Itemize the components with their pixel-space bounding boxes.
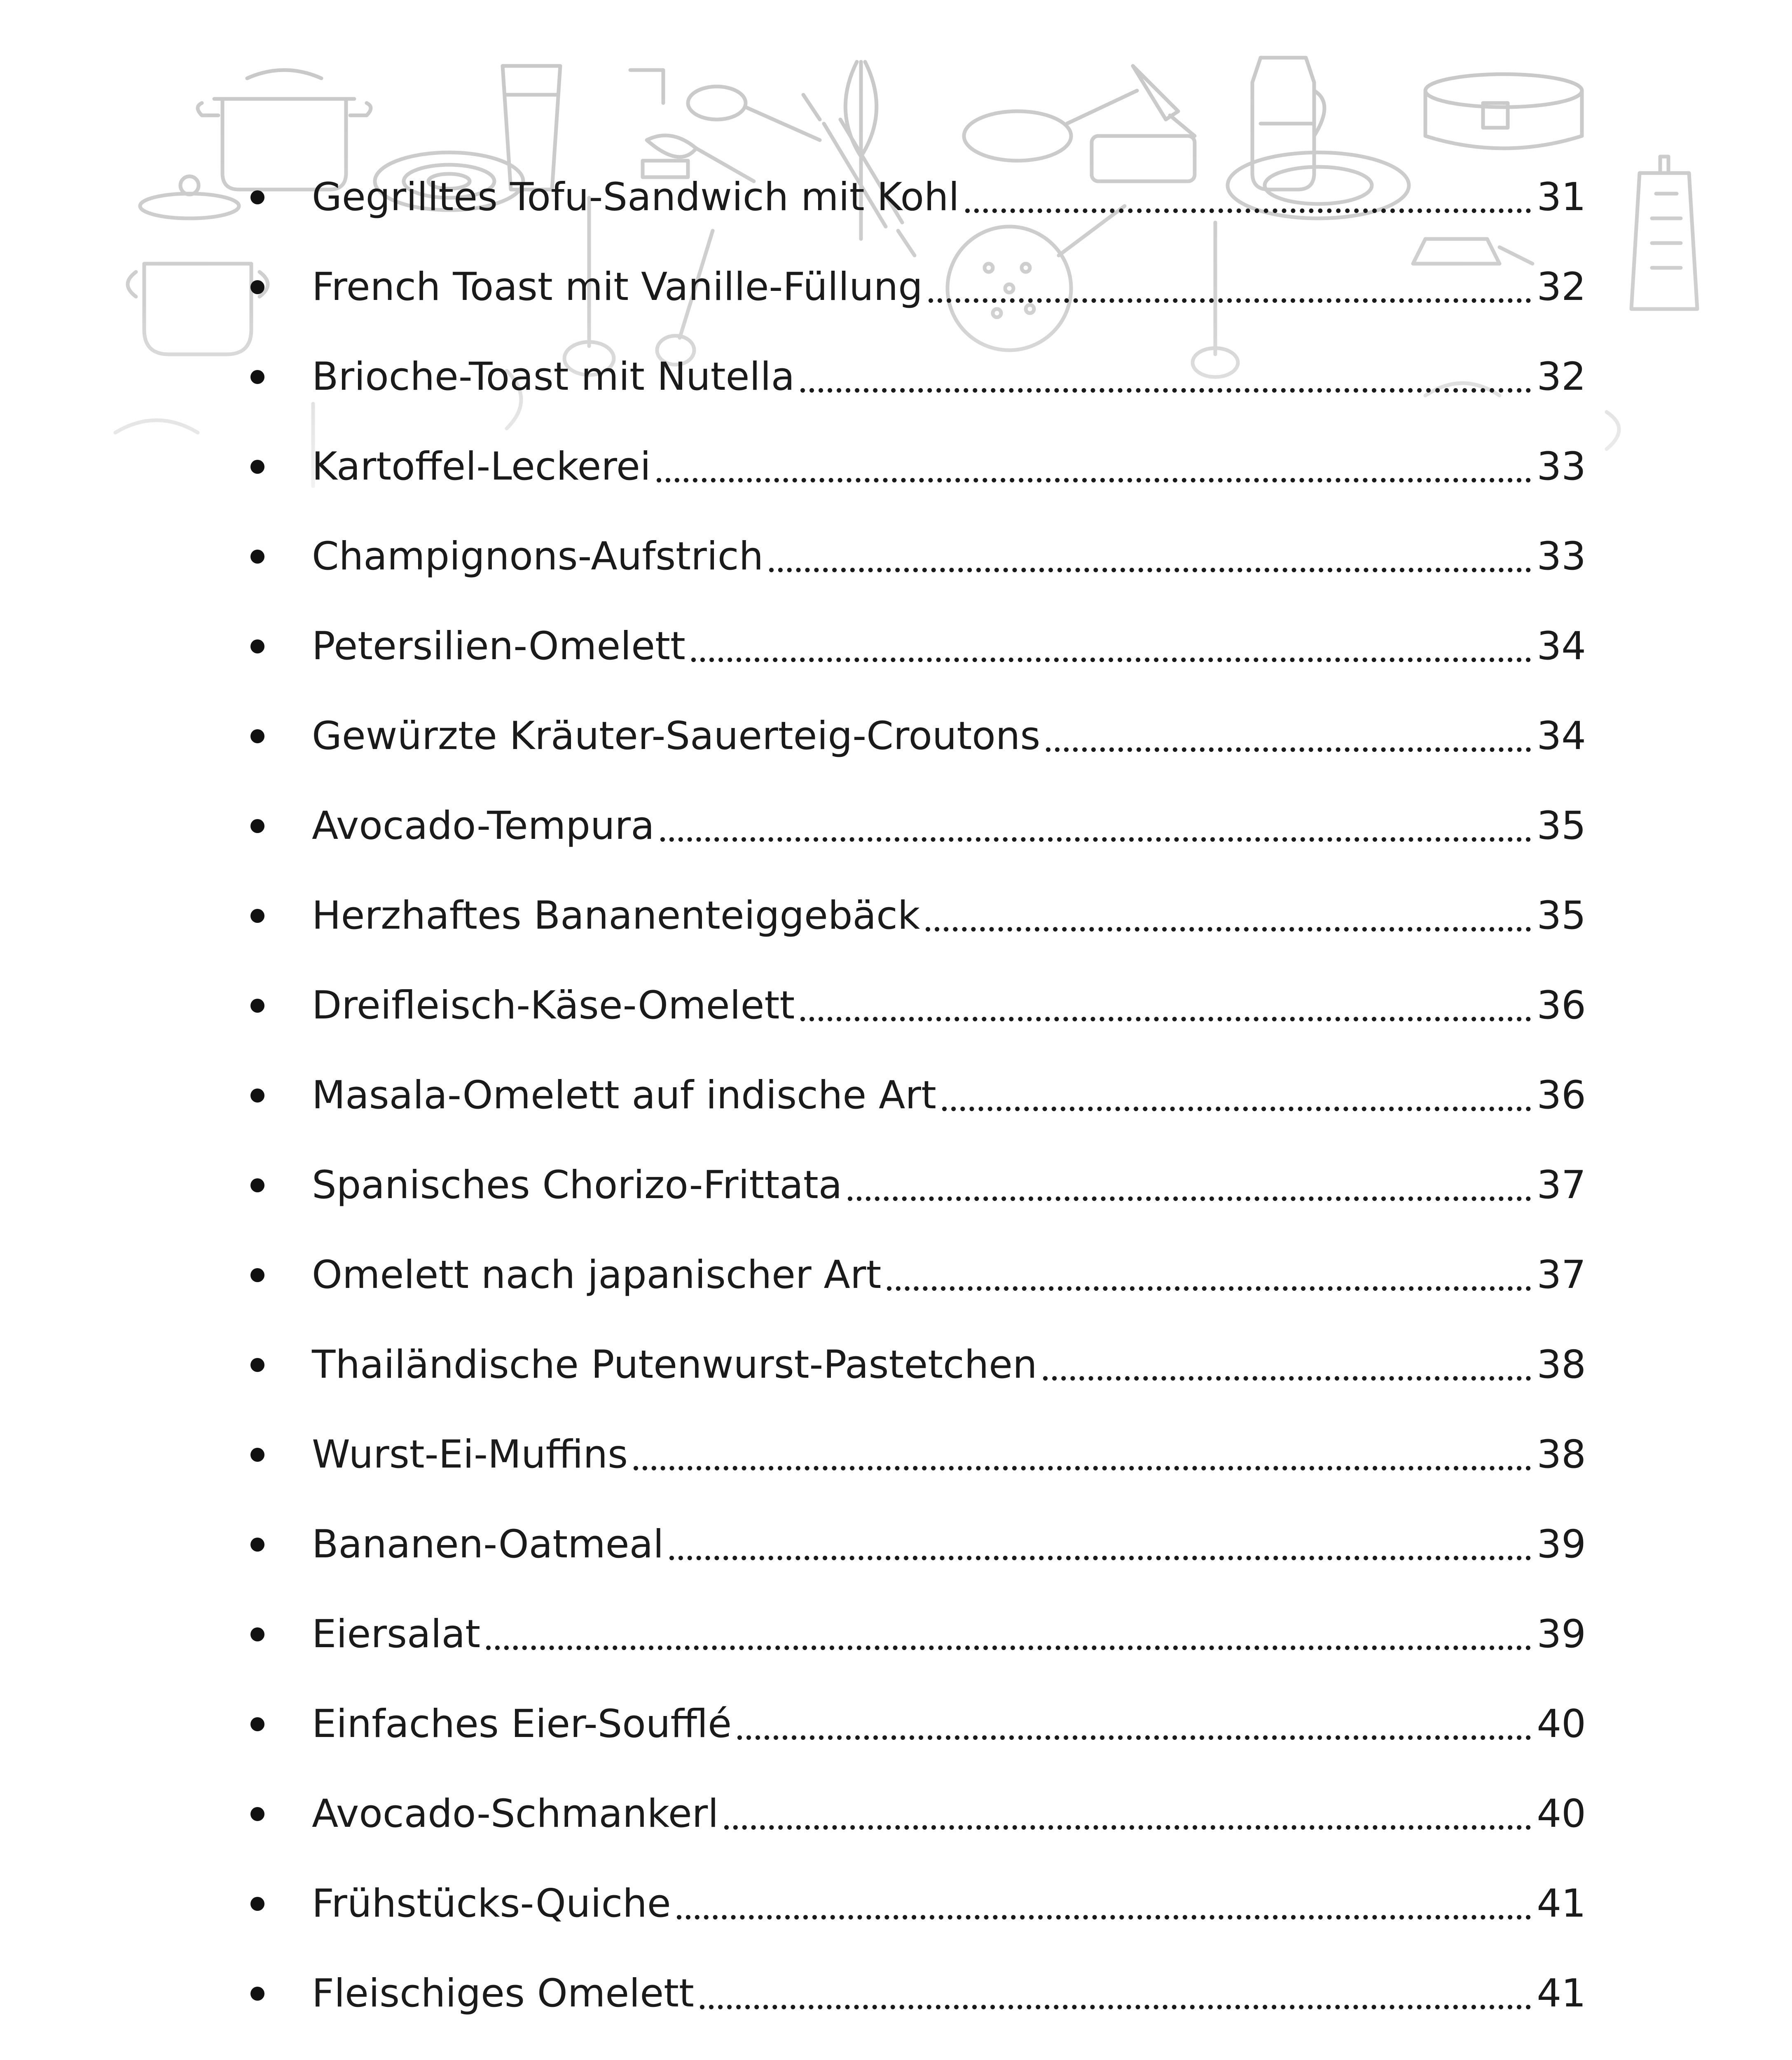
toc-entry-page-number: 40 [1537, 1702, 1586, 1746]
toc-entry-title: Eiersalat [312, 1612, 481, 1657]
dot-leader [800, 388, 1531, 393]
toc-entry-page-number: 38 [1537, 1342, 1586, 1387]
dot-leader [965, 208, 1531, 213]
toc-entry-page-number: 38 [1537, 1432, 1586, 1477]
toc-entry-page-number: 35 [1537, 803, 1586, 848]
toc-entry-title: Omelett nach japanischer Art [312, 1252, 882, 1297]
bullet-icon [250, 1538, 264, 1552]
toc-entry-title: Fleischiges Omelett [312, 1971, 694, 2016]
toc-entry[interactable] [0, 1859, 1792, 1949]
bullet-icon [250, 1089, 264, 1103]
toc-entry-page-number: 40 [1537, 1791, 1586, 1836]
bullet-icon [250, 1897, 264, 1911]
bullet-icon [250, 999, 264, 1013]
toc-entry[interactable] [0, 152, 1792, 242]
bullet-icon [250, 639, 264, 653]
dot-leader [486, 1646, 1531, 1650]
toc-entry-page-number: 36 [1537, 1073, 1586, 1118]
dot-leader [800, 1017, 1531, 1021]
bullet-icon [250, 280, 264, 294]
bullet-icon [250, 819, 264, 833]
dot-leader [887, 1286, 1531, 1291]
toc-entry[interactable] [0, 2039, 1792, 2060]
toc-entry-page-number: 33 [1537, 444, 1586, 489]
toc-entry-page-number: 31 [1537, 175, 1586, 220]
bullet-icon [250, 460, 264, 474]
bullet-icon [250, 729, 264, 743]
toc-entry-page-number: 39 [1537, 1612, 1586, 1657]
toc-entry-title: Champignons-Aufstrich [312, 534, 764, 579]
toc-entry[interactable] [0, 1769, 1792, 1859]
toc-entry-title: Gegrilltes Tofu-Sandwich mit Kohl [312, 175, 959, 220]
bullet-icon [250, 1268, 264, 1282]
toc-entry-title: Wurst-Ei-Muffins [312, 1432, 628, 1477]
toc-entry-title: Masala-Omelett auf indische Art [312, 1073, 936, 1118]
dot-leader [669, 1556, 1531, 1560]
dot-leader [691, 658, 1531, 662]
bullet-icon [250, 190, 264, 204]
toc-entry[interactable] [0, 1589, 1792, 1679]
toc-entry-title: Brioche-Toast mit Nutella [312, 354, 795, 399]
toc-entry[interactable] [0, 1320, 1792, 1410]
toc-entry-title: Avocado-Tempura [312, 803, 655, 848]
toc-entry-title: Petersilien-Omelett [312, 624, 685, 669]
toc-entry-page-number: 37 [1537, 1163, 1586, 1208]
toc-entry-title: Thailändische Putenwurst-Pastetchen [312, 1342, 1037, 1387]
toc-entry-title: Bananen-Oatmeal [312, 1522, 664, 1567]
table-of-contents [0, 152, 1792, 2060]
toc-entry-title: Kartoffel-Leckerei [312, 444, 651, 489]
toc-entry-title: Gewürzte Kräuter-Sauerteig-Croutons [312, 714, 1041, 758]
dot-leader [660, 837, 1531, 842]
toc-entry[interactable] [0, 691, 1792, 781]
toc-entry-page-number: 39 [1537, 1522, 1586, 1567]
toc-entry-page-number: 32 [1537, 354, 1586, 399]
toc-entry-title: Dreifleisch-Käse-Omelett [312, 983, 795, 1028]
bullet-icon [250, 1358, 264, 1372]
dot-leader [1043, 1376, 1531, 1381]
toc-entry-title: French Toast mit Vanille-Füllung [312, 265, 923, 309]
toc-entry[interactable] [0, 602, 1792, 691]
toc-entry[interactable] [0, 1949, 1792, 2039]
dot-leader [737, 1735, 1531, 1740]
toc-entry[interactable] [0, 1500, 1792, 1589]
toc-entry-page-number: 37 [1537, 1252, 1586, 1297]
dot-leader [926, 927, 1531, 932]
dot-leader [724, 1825, 1531, 1830]
dot-leader [657, 478, 1531, 482]
toc-entry-title: Frühstücks-Quiche [312, 1881, 671, 1926]
toc-entry-title: Einfaches Eier-Soufflé [312, 1702, 732, 1746]
dot-leader [929, 298, 1531, 303]
bullet-icon [250, 550, 264, 564]
toc-entry[interactable] [0, 1230, 1792, 1320]
bullet-icon [250, 1987, 264, 2001]
toc-entry-page-number: 36 [1537, 983, 1586, 1028]
bullet-icon [250, 1807, 264, 1821]
toc-entry-page-number: 41 [1537, 1971, 1586, 2016]
bullet-icon [250, 1717, 264, 1731]
dot-leader [677, 1915, 1531, 1920]
toc-entry-title: Herzhaftes Bananenteiggebäck [312, 893, 920, 938]
dot-leader [769, 568, 1531, 572]
bullet-icon [250, 1627, 264, 1641]
toc-entry[interactable] [0, 961, 1792, 1051]
dot-leader [1046, 747, 1531, 752]
bullet-icon [250, 909, 264, 923]
toc-entry-title: Avocado-Schmankerl [312, 1791, 719, 1836]
toc-entry-page-number: 34 [1537, 714, 1586, 758]
toc-entry-title: Spanisches Chorizo-Frittata [312, 1163, 842, 1208]
toc-entry-page-number: 32 [1537, 265, 1586, 309]
toc-entry-page-number: 33 [1537, 534, 1586, 579]
dot-leader [942, 1107, 1531, 1111]
toc-entry[interactable] [0, 422, 1792, 512]
toc-entry[interactable] [0, 332, 1792, 422]
toc-entry[interactable] [0, 512, 1792, 602]
toc-entry[interactable] [0, 1051, 1792, 1140]
toc-entry-page-number: 35 [1537, 893, 1586, 938]
dot-leader [848, 1196, 1531, 1201]
dot-leader [700, 2005, 1531, 2009]
toc-entry[interactable] [0, 1410, 1792, 1500]
toc-entry[interactable] [0, 1679, 1792, 1769]
bullet-icon [250, 370, 264, 384]
toc-entry-page-number: 34 [1537, 624, 1586, 669]
toc-entry[interactable] [0, 242, 1792, 332]
bullet-icon [250, 1178, 264, 1192]
bullet-icon [250, 1448, 264, 1462]
toc-entry[interactable] [0, 1140, 1792, 1230]
toc-entry[interactable] [0, 781, 1792, 871]
toc-entry-page-number: 41 [1537, 1881, 1586, 1926]
dot-leader [634, 1466, 1531, 1470]
toc-entry[interactable] [0, 871, 1792, 961]
